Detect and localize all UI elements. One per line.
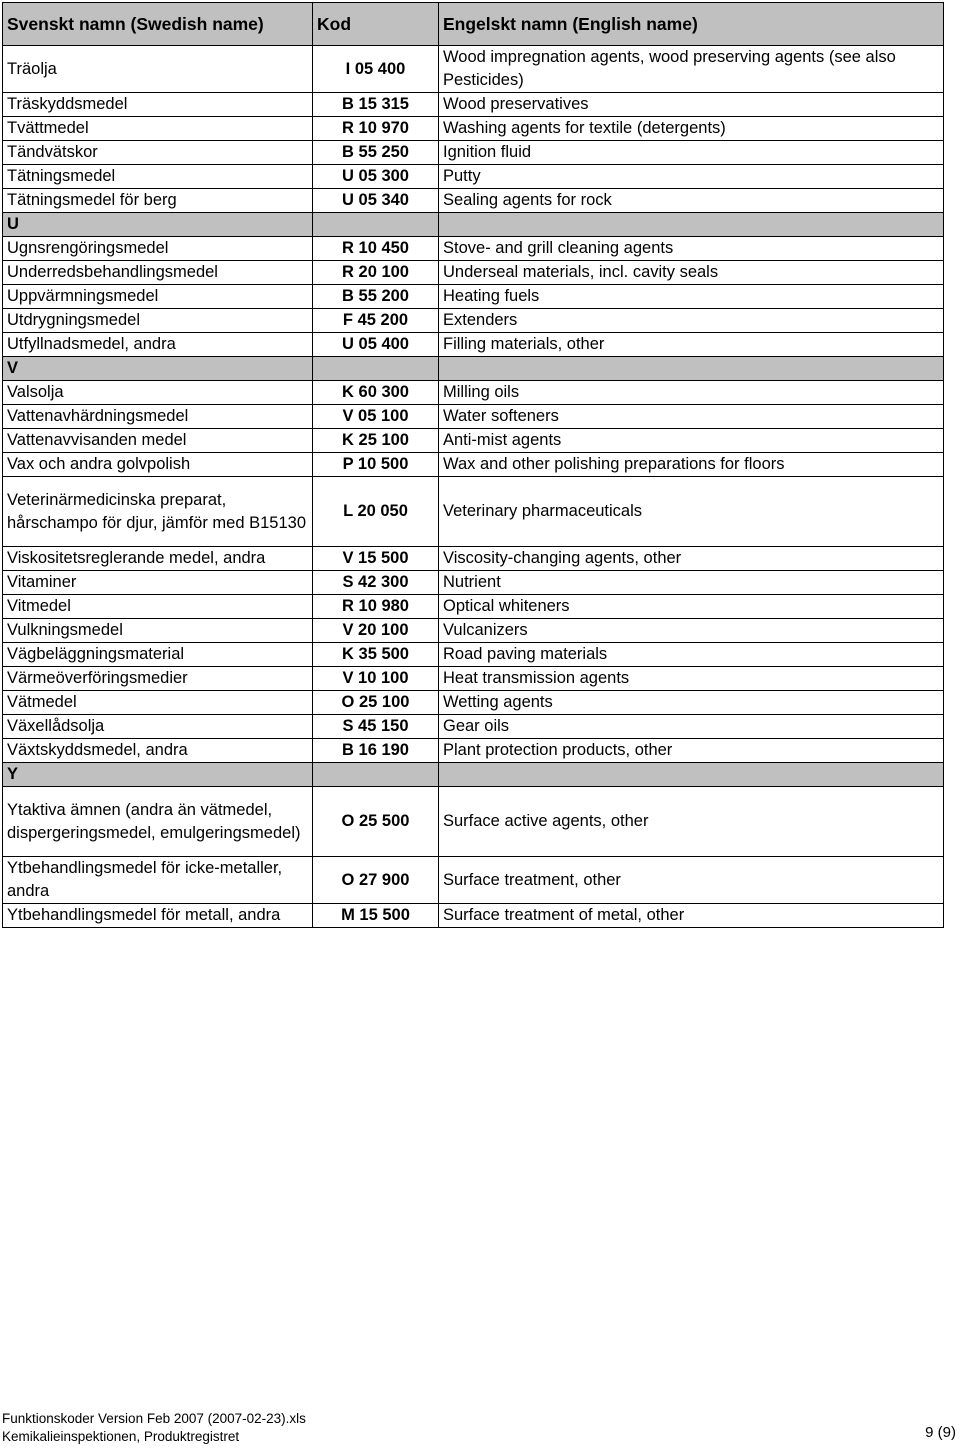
code-cell: B 55 250 <box>313 141 439 165</box>
swedish-name-cell: Växtskyddsmedel, andra <box>3 739 313 763</box>
swedish-name-cell: Värmeöverföringsmedier <box>3 667 313 691</box>
swedish-name-cell: Växellådsolja <box>3 715 313 739</box>
swedish-name-cell: Utfyllnadsmedel, andra <box>3 333 313 357</box>
table-row <box>3 715 944 739</box>
table-row <box>3 857 944 904</box>
english-name-cell: Gear oils <box>439 715 944 739</box>
code-cell: V 20 100 <box>313 619 439 643</box>
footer-filename: Funktionskoder Version Feb 2007 (2007-02-23).xls <box>2 1411 306 1426</box>
table-row <box>3 667 944 691</box>
section-row <box>3 213 944 237</box>
swedish-name-cell: Uppvärmningsmedel <box>3 285 313 309</box>
table-row <box>3 93 944 117</box>
english-name-cell: Putty <box>439 165 944 189</box>
code-cell: M 15 500 <box>313 904 439 928</box>
english-name-cell: Heat transmission agents <box>439 667 944 691</box>
table-row <box>3 619 944 643</box>
table-row <box>3 595 944 619</box>
table-row <box>3 117 944 141</box>
swedish-name-cell: Vattenavhärdningsmedel <box>3 405 313 429</box>
english-name-cell: Wetting agents <box>439 691 944 715</box>
swedish-name-cell: Ytbehandlingsmedel för metall, andra <box>3 904 313 928</box>
code-cell: I 05 400 <box>313 46 439 93</box>
code-cell: O 25 100 <box>313 691 439 715</box>
table-row <box>3 189 944 213</box>
section-letter: U <box>3 213 313 237</box>
table-row <box>3 381 944 405</box>
page-number: 9 (9) <box>925 1424 956 1441</box>
english-name-cell: Optical whiteners <box>439 595 944 619</box>
swedish-name-cell: Valsolja <box>3 381 313 405</box>
section-blank-english <box>439 357 944 381</box>
english-name-cell: Extenders <box>439 309 944 333</box>
english-name-cell: Water softeners <box>439 405 944 429</box>
code-cell: B 55 200 <box>313 285 439 309</box>
code-cell: U 05 300 <box>313 165 439 189</box>
table-row <box>3 429 944 453</box>
code-cell: K 35 500 <box>313 643 439 667</box>
section-blank-english <box>439 763 944 787</box>
section-letter: Y <box>3 763 313 787</box>
code-cell: R 10 980 <box>313 595 439 619</box>
english-name-cell: Heating fuels <box>439 285 944 309</box>
table-row <box>3 261 944 285</box>
english-name-cell: Milling oils <box>439 381 944 405</box>
code-cell: L 20 050 <box>313 477 439 547</box>
swedish-name-cell: Träskyddsmedel <box>3 93 313 117</box>
swedish-name-cell: Tvättmedel <box>3 117 313 141</box>
code-cell: U 05 340 <box>313 189 439 213</box>
code-cell: R 10 970 <box>313 117 439 141</box>
code-cell: R 10 450 <box>313 237 439 261</box>
english-name-cell: Washing agents for textile (detergents) <box>439 117 944 141</box>
swedish-name-cell: Tätningsmedel för berg <box>3 189 313 213</box>
code-cell: K 25 100 <box>313 429 439 453</box>
table-row <box>3 165 944 189</box>
swedish-name-cell: Vitmedel <box>3 595 313 619</box>
english-name-cell: Wax and other polishing preparations for floors <box>439 453 944 477</box>
code-cell: V 15 500 <box>313 547 439 571</box>
function-codes-table <box>2 2 944 928</box>
code-cell: V 05 100 <box>313 405 439 429</box>
swedish-name-cell: Vattenavvisanden medel <box>3 429 313 453</box>
code-cell: P 10 500 <box>313 453 439 477</box>
code-cell: S 45 150 <box>313 715 439 739</box>
english-name-cell: Stove- and grill cleaning agents <box>439 237 944 261</box>
english-name-cell: Viscosity-changing agents, other <box>439 547 944 571</box>
english-name-cell: Sealing agents for rock <box>439 189 944 213</box>
section-blank-code <box>313 763 439 787</box>
header-english-name: Engelskt namn (English name) <box>439 3 944 46</box>
code-cell: O 25 500 <box>313 787 439 857</box>
section-row <box>3 763 944 787</box>
table-row <box>3 739 944 763</box>
swedish-name-cell: Vägbeläggningsmaterial <box>3 643 313 667</box>
swedish-name-cell: Tätningsmedel <box>3 165 313 189</box>
table-row <box>3 141 944 165</box>
swedish-name-cell: Vitaminer <box>3 571 313 595</box>
table-row <box>3 477 944 547</box>
footer-organization: Kemikalieinspektionen, Produktregistret <box>2 1429 240 1444</box>
english-name-cell: Nutrient <box>439 571 944 595</box>
section-blank-english <box>439 213 944 237</box>
swedish-name-cell: Tändvätskor <box>3 141 313 165</box>
english-name-cell: Ignition fluid <box>439 141 944 165</box>
table-row <box>3 691 944 715</box>
table-row <box>3 643 944 667</box>
table-row <box>3 309 944 333</box>
code-cell: K 60 300 <box>313 381 439 405</box>
english-name-cell: Underseal materials, incl. cavity seals <box>439 261 944 285</box>
swedish-name-cell: Viskositetsreglerande medel, andra <box>3 547 313 571</box>
swedish-name-cell: Vätmedel <box>3 691 313 715</box>
english-name-cell: Anti-mist agents <box>439 429 944 453</box>
english-name-cell: Road paving materials <box>439 643 944 667</box>
section-blank-code <box>313 213 439 237</box>
code-cell: S 42 300 <box>313 571 439 595</box>
table-row <box>3 547 944 571</box>
table-row <box>3 237 944 261</box>
english-name-cell: Wood impregnation agents, wood preserving agents (see also Pesticides) <box>439 46 944 93</box>
table-row <box>3 333 944 357</box>
code-cell: B 15 315 <box>313 93 439 117</box>
code-cell: V 10 100 <box>313 667 439 691</box>
code-cell: B 16 190 <box>313 739 439 763</box>
english-name-cell: Wood preservatives <box>439 93 944 117</box>
table-row <box>3 904 944 928</box>
table-row <box>3 405 944 429</box>
table-row <box>3 453 944 477</box>
table-row <box>3 571 944 595</box>
header-code: Kod <box>313 3 439 46</box>
header-swedish-name: Svenskt namn (Swedish name) <box>3 3 313 46</box>
code-cell: F 45 200 <box>313 309 439 333</box>
swedish-name-cell: Ytaktiva ämnen (andra än vätmedel, dispergeringsmedel, emulgeringsmedel) <box>3 787 313 857</box>
english-name-cell: Vulcanizers <box>439 619 944 643</box>
table-row <box>3 285 944 309</box>
code-cell: O 27 900 <box>313 857 439 904</box>
swedish-name-cell: Vulkningsmedel <box>3 619 313 643</box>
english-name-cell: Surface treatment of metal, other <box>439 904 944 928</box>
swedish-name-cell: Underredsbehandlingsmedel <box>3 261 313 285</box>
code-cell: U 05 400 <box>313 333 439 357</box>
section-row <box>3 357 944 381</box>
table-row <box>3 787 944 857</box>
code-cell: R 20 100 <box>313 261 439 285</box>
swedish-name-cell: Träolja <box>3 46 313 93</box>
swedish-name-cell: Ytbehandlingsmedel för icke-metaller, andra <box>3 857 313 904</box>
swedish-name-cell: Ugnsrengöringsmedel <box>3 237 313 261</box>
table-header-row <box>3 3 944 46</box>
section-blank-code <box>313 357 439 381</box>
table-row <box>3 46 944 93</box>
swedish-name-cell: Veterinärmedicinska preparat, hårschampo för djur, jämför med B15130 <box>3 477 313 547</box>
english-name-cell: Surface treatment, other <box>439 857 944 904</box>
english-name-cell: Veterinary pharmaceuticals <box>439 477 944 547</box>
english-name-cell: Plant protection products, other <box>439 739 944 763</box>
section-letter: V <box>3 357 313 381</box>
english-name-cell: Surface active agents, other <box>439 787 944 857</box>
swedish-name-cell: Vax och andra golvpolish <box>3 453 313 477</box>
swedish-name-cell: Utdrygningsmedel <box>3 309 313 333</box>
english-name-cell: Filling materials, other <box>439 333 944 357</box>
